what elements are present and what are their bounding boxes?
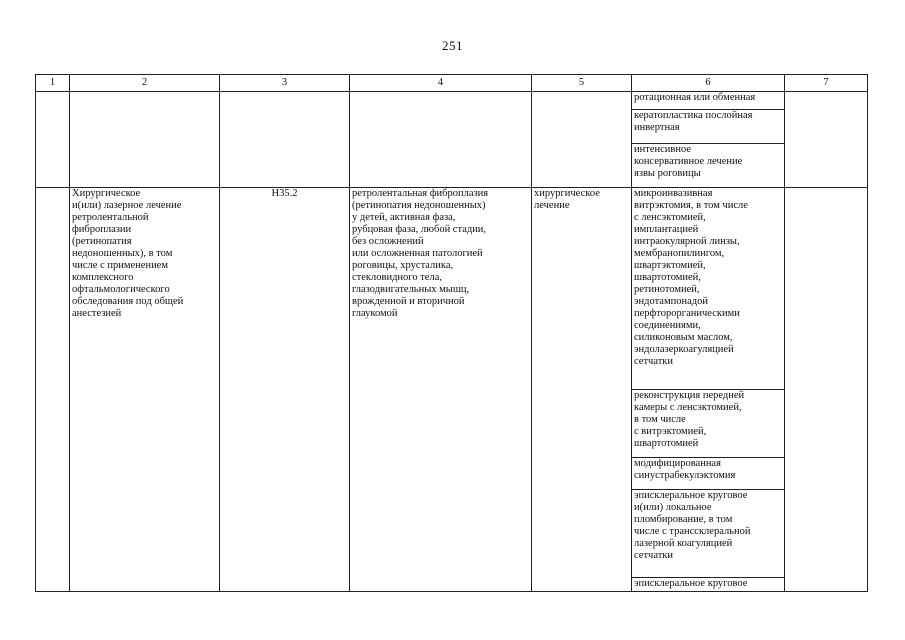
empty-cell [785, 188, 868, 592]
method-cell: микроинвазивная витрэктомия, в том числе с ленсэктомией, имплантацией интраокулярной линзы, мембранопилингом, швартэктомией, швартотомией, ретинотомией, эндотампонадой перфторорганическими соединениями, силиконовым маслом, эндолазеркоагуляцией сетчатки [632, 188, 785, 390]
method-cell: модифицированная синустрабекулэктомия [632, 458, 785, 490]
method-cell: эписклеральное круговое и(или) локальное пломбирование, в том числе с транссклеральной лазерной коагуляцией сетчатки [632, 490, 785, 578]
diagnosis-code-cell: H35.2 [220, 188, 350, 592]
column-number: 6 [632, 75, 785, 92]
method-cell: кератопластика послойная инвертная [632, 110, 785, 144]
empty-cell [532, 92, 632, 188]
method-cell: эписклеральное круговое [632, 578, 785, 592]
column-number: 1 [36, 75, 70, 92]
column-number-row [36, 75, 868, 92]
method-cell: реконструкция передней камеры с ленсэктомией, в том числе с витрэктомией, швартотомией [632, 390, 785, 458]
empty-cell [36, 92, 70, 188]
table-row [36, 188, 868, 390]
method-cell: интенсивное консервативное лечение язвы роговицы [632, 144, 785, 188]
method-cell: ротационная или обменная [632, 92, 785, 110]
table-row [36, 92, 868, 110]
empty-cell [220, 92, 350, 188]
empty-cell [785, 92, 868, 188]
column-number: 4 [350, 75, 532, 92]
care-name-cell: Хирургическое и(или) лазерное лечение ретролентальной фиброплазии (ретинопатия недоношенных), в том числе с применением комплексного офтальмологического обследования под общей анестезией [70, 188, 220, 592]
column-number: 7 [785, 75, 868, 92]
column-number: 5 [532, 75, 632, 92]
patient-model-cell: ретролентальная фиброплазия (ретинопатия недоношенных) у детей, активная фаза, рубцовая фаза, любой стадии, без осложнений или осложненная патологией роговицы, хрусталика, стекловидного тела, глазодвигательных мышц, врожденной и вторичной глаукомой [350, 188, 532, 592]
page-number: 251 [442, 38, 463, 53]
treatment-type-cell: хирургическое лечение [532, 188, 632, 592]
column-number: 3 [220, 75, 350, 92]
empty-cell [36, 188, 70, 592]
medical-care-table [35, 74, 868, 592]
empty-cell [70, 92, 220, 188]
empty-cell [350, 92, 532, 188]
column-number: 2 [70, 75, 220, 92]
